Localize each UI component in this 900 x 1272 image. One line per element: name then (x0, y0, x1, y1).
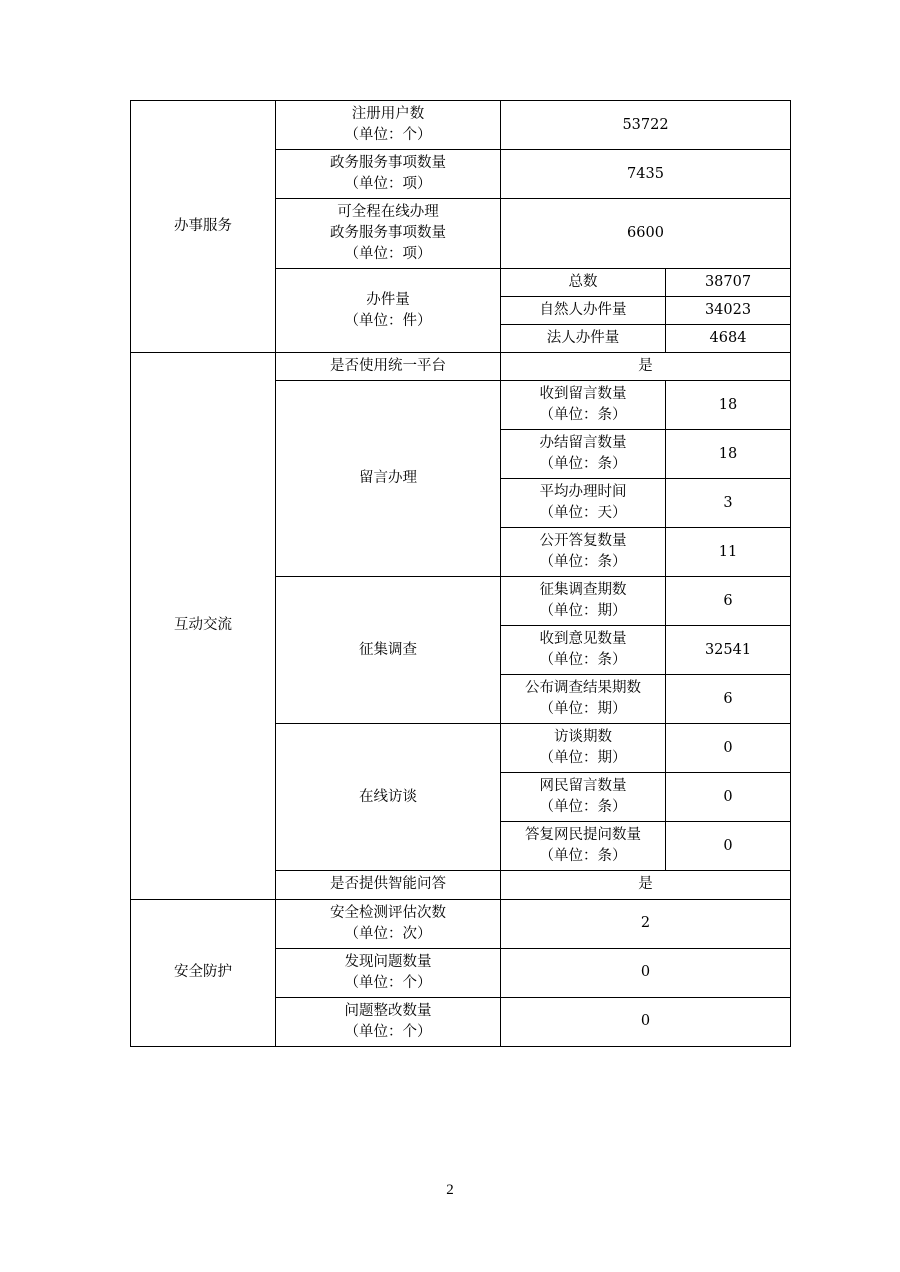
subitem-label: 答复网民提问数量 (525, 827, 641, 844)
item-unit: （单位：次） (344, 925, 432, 942)
subitem-answered-questions (501, 822, 666, 871)
subitem-label: 收到留言数量 (539, 386, 627, 403)
item-label: 注册用户数 (351, 106, 425, 122)
value-average-handling-time: 3 (666, 479, 791, 528)
subitem-survey-periods (501, 577, 666, 626)
subitem-legal-person-label: 法人办件量 (501, 325, 666, 353)
value-service-items-count: 7435 (501, 150, 791, 199)
subitem-average-handling-time (501, 479, 666, 528)
subitem-unit: （单位：期） (539, 603, 627, 620)
category-hudongjiaoliu: 互动交流 (131, 353, 276, 899)
item-unit: （单位：个） (344, 127, 432, 144)
page-number: 2 (446, 1182, 454, 1198)
item-label: 安全检测评估次数 (330, 904, 446, 921)
subitem-unit: （单位：条） (539, 456, 627, 473)
value-answered-questions: 0 (666, 822, 791, 871)
value-netizen-messages: 0 (666, 773, 791, 822)
subitem-natural-person-value: 34023 (666, 297, 791, 325)
item-service-items-count (276, 150, 501, 199)
subitem-unit: （单位：期） (539, 750, 627, 767)
item-message-handling: 留言办理 (276, 381, 501, 577)
table-row (131, 353, 791, 381)
subitem-messages-received (501, 381, 666, 430)
subitem-label: 公布调查结果期数 (525, 680, 641, 697)
subitem-public-replies (501, 528, 666, 577)
item-label: 发现问题数量 (344, 953, 432, 970)
subitem-label: 平均办理时间 (539, 484, 627, 501)
item-security-assessments (276, 899, 501, 948)
item-unit: （单位：个） (344, 1023, 432, 1040)
subitem-unit: （单位：期） (539, 701, 627, 718)
item-label-line2: 政务服务事项数量 (330, 225, 446, 242)
subitem-label: 办结留言数量 (539, 435, 627, 452)
subitem-unit: （单位：条） (539, 848, 627, 865)
government-website-statistics-table (130, 100, 790, 1047)
subitem-total-label: 总数 (501, 269, 666, 297)
value-public-replies: 11 (666, 528, 791, 577)
subitem-messages-completed (501, 430, 666, 479)
value-fully-online-service-items: 6600 (501, 199, 791, 269)
subitem-label: 征集调查期数 (539, 582, 627, 599)
value-unified-platform: 是 (501, 353, 791, 381)
item-handled-cases (276, 269, 501, 353)
subitem-label: 网民留言数量 (539, 778, 627, 795)
value-messages-completed: 18 (666, 430, 791, 479)
table-row (131, 101, 791, 150)
item-online-interview: 在线访谈 (276, 724, 501, 871)
subitem-interview-periods (501, 724, 666, 773)
item-unit: （单位：项） (344, 176, 432, 193)
item-registered-users (276, 101, 501, 150)
table-row (131, 899, 791, 948)
subitem-label: 收到意见数量 (539, 631, 627, 648)
item-fully-online-service-items (276, 199, 501, 269)
value-opinions-received: 32541 (666, 626, 791, 675)
value-security-assessments: 2 (501, 899, 791, 948)
subitem-unit: （单位：条） (539, 652, 627, 669)
item-label: 政务服务事项数量 (330, 155, 446, 172)
item-unit: （单位：项） (344, 246, 432, 263)
subitem-total-value: 38707 (666, 269, 791, 297)
subitem-opinions-received (501, 626, 666, 675)
item-intelligent-qa: 是否提供智能问答 (276, 871, 501, 899)
subitem-netizen-messages (501, 773, 666, 822)
subitem-unit: （单位：条） (539, 554, 627, 571)
subitem-label: 访谈期数 (554, 729, 612, 746)
value-issues-fixed: 0 (501, 997, 791, 1046)
subitem-unit: （单位：条） (539, 407, 627, 424)
item-label: 办件量 (366, 291, 410, 308)
item-unit: （单位：个） (344, 974, 432, 991)
value-issues-found: 0 (501, 948, 791, 997)
subitem-natural-person-label: 自然人办件量 (501, 297, 666, 325)
item-label: 问题整改数量 (344, 1002, 432, 1019)
value-messages-received: 18 (666, 381, 791, 430)
item-surveys: 征集调查 (276, 577, 501, 724)
subitem-published-results (501, 675, 666, 724)
value-intelligent-qa: 是 (501, 871, 791, 899)
value-published-results: 6 (666, 675, 791, 724)
value-registered-users: 53722 (501, 101, 791, 150)
subitem-unit: （单位：天） (539, 505, 627, 522)
item-label-line1: 可全程在线办理 (337, 204, 439, 221)
subitem-legal-person-value: 4684 (666, 325, 791, 353)
category-anquanfanghu: 安全防护 (131, 899, 276, 1046)
value-survey-periods: 6 (666, 577, 791, 626)
report-table (130, 100, 791, 1047)
item-issues-fixed (276, 997, 501, 1046)
subitem-unit: （单位：条） (539, 799, 627, 816)
subitem-label: 公开答复数量 (539, 533, 627, 550)
value-interview-periods: 0 (666, 724, 791, 773)
item-issues-found (276, 948, 501, 997)
category-banshifuwu: 办事服务 (131, 101, 276, 353)
item-unified-platform: 是否使用统一平台 (276, 353, 501, 381)
item-unit: （单位：件） (344, 312, 432, 329)
